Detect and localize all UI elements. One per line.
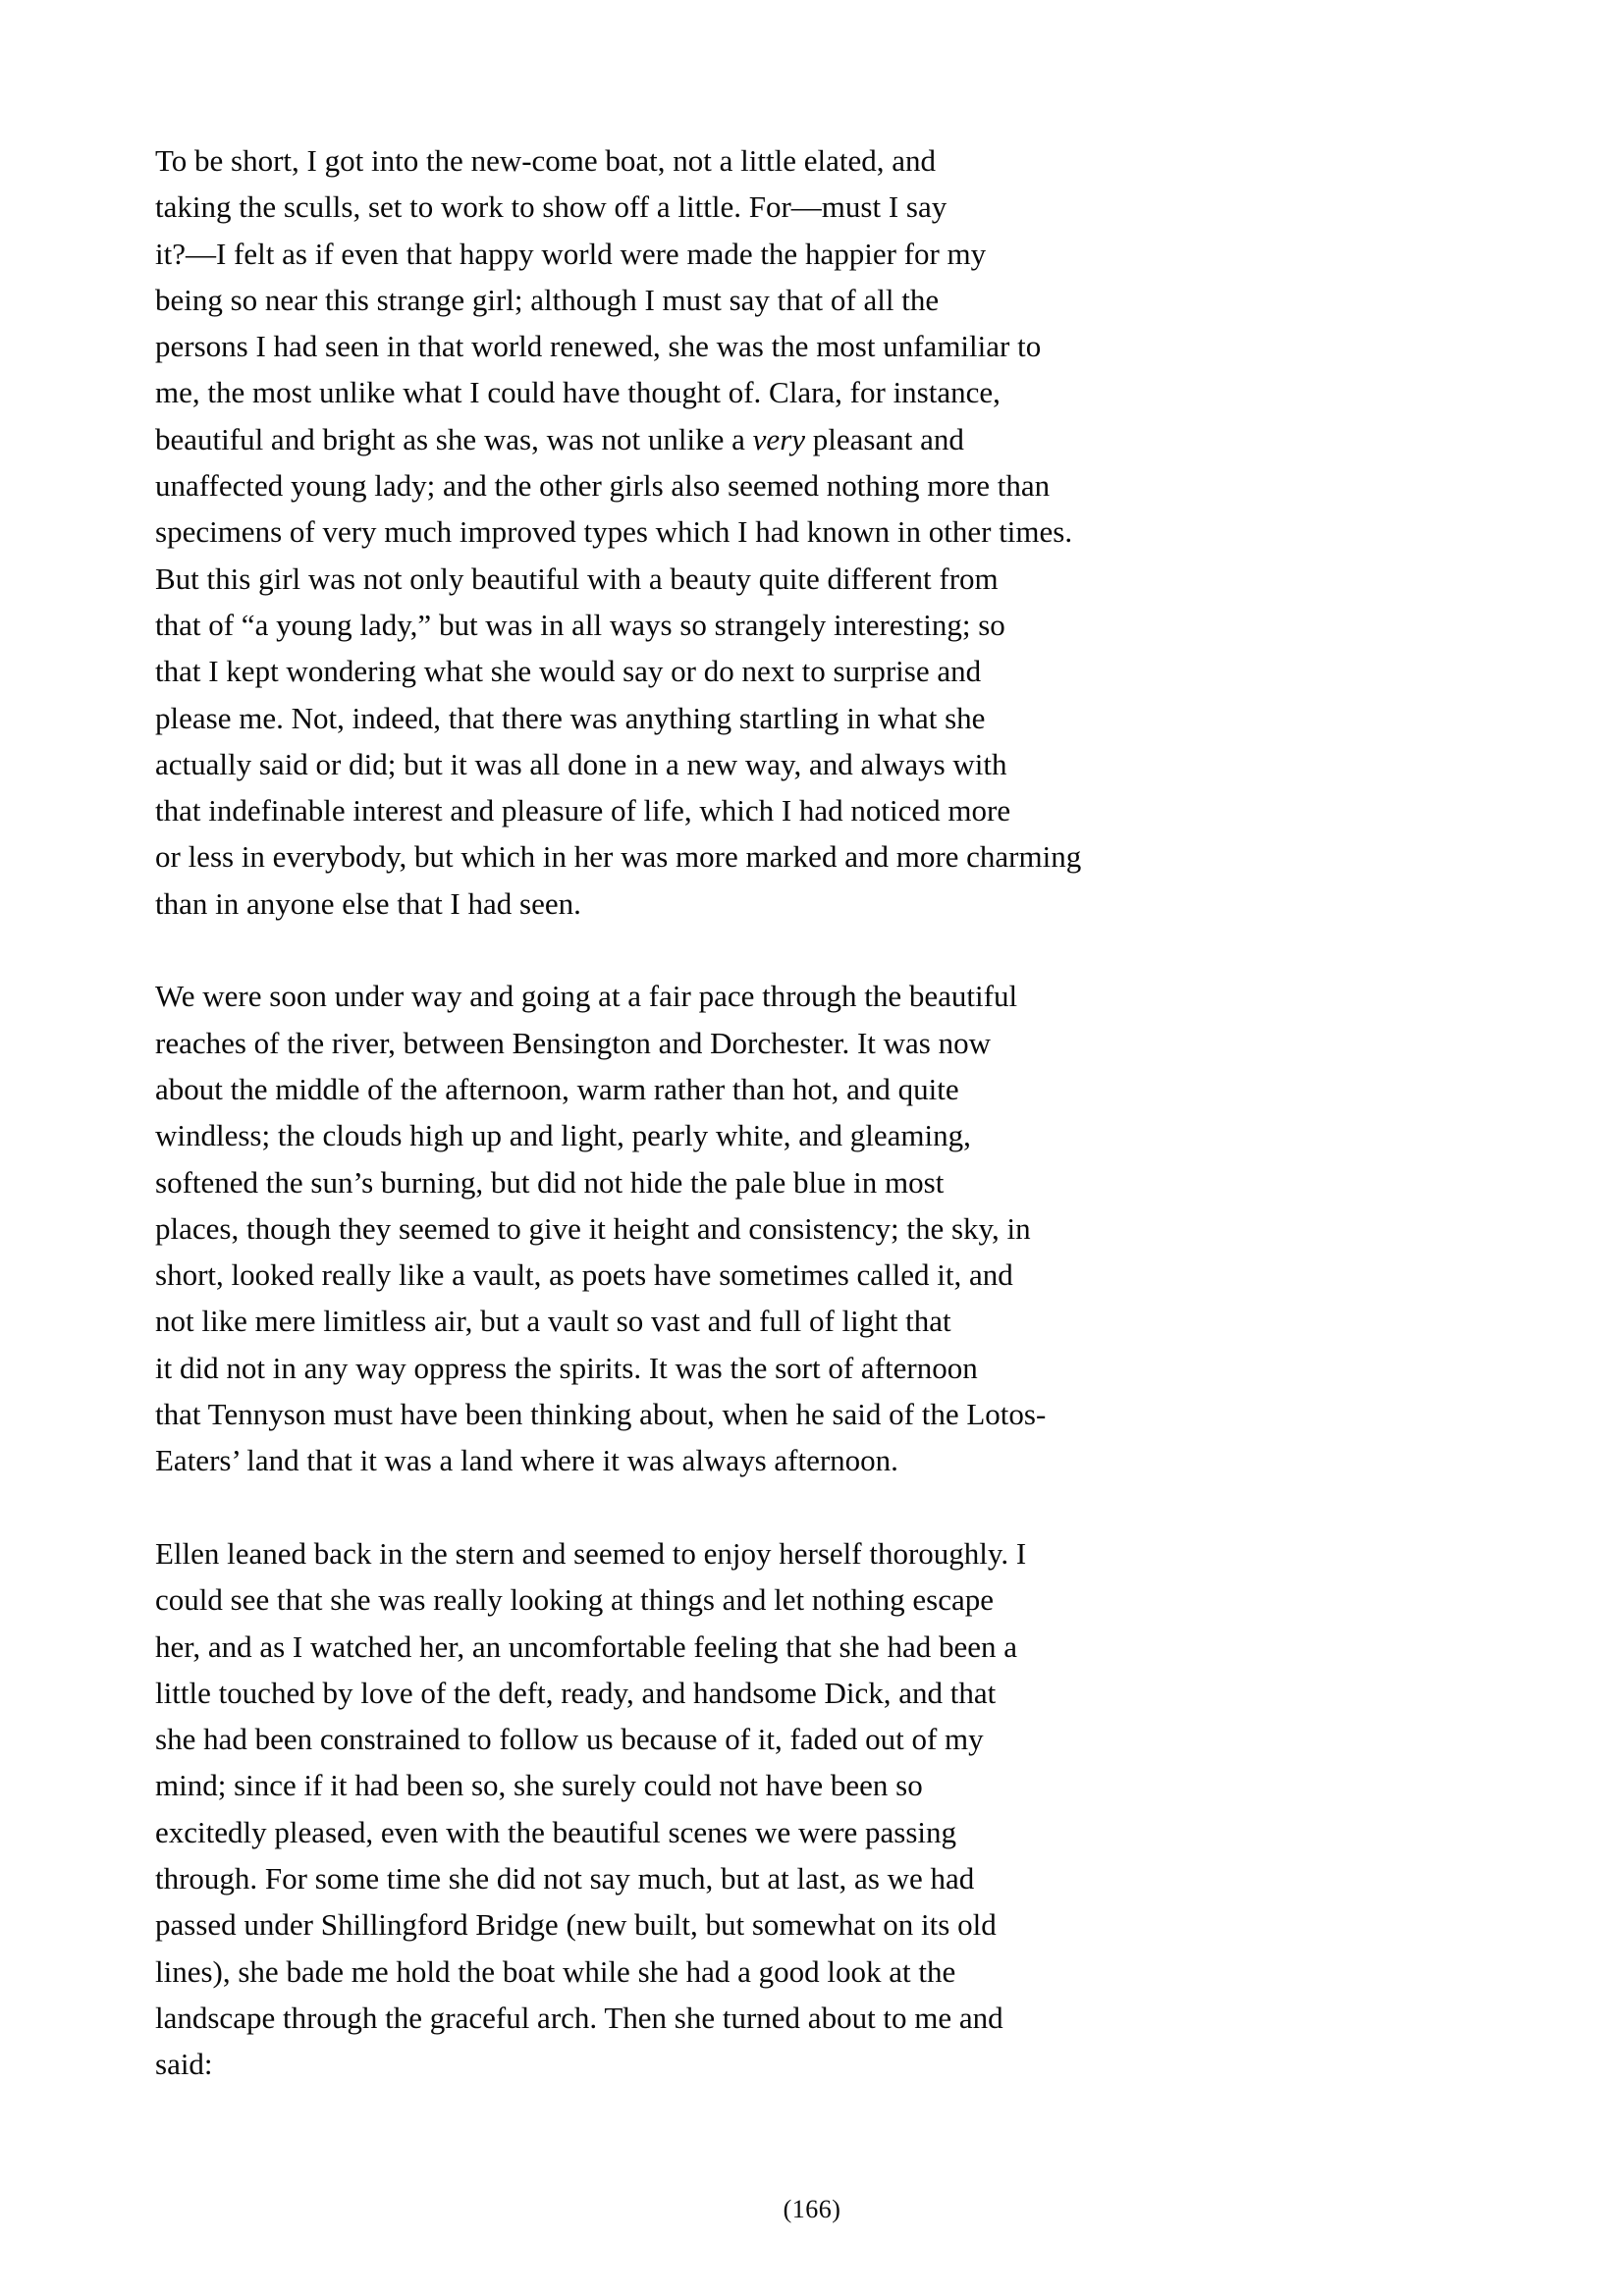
text-segment: pleasant and (805, 421, 964, 456)
text-line: her, and as I watched her, an uncomfortable feeling that she had been a (155, 1629, 1018, 1664)
text-line: Eaters’ land that it was a land where it was always afternoon. (155, 1443, 898, 1478)
text-segment: beautiful and bright as she was, was not unlike a (155, 421, 753, 456)
text-line: Ellen leaned back in the stern and seemed to enjoy herself thoroughly. I (155, 1535, 1027, 1571)
text-line: excitedly pleased, even with the beautiful scenes we were passing (155, 1814, 957, 1849)
text-line: through. For some time she did not say much, but at last, as we had (155, 1860, 975, 1896)
text-line: reaches of the river, between Bensington and Dorchester. It was now (155, 1025, 991, 1060)
text-line: windless; the clouds high up and light, pearly white, and gleaming, (155, 1118, 971, 1153)
emphasized-word: very (752, 421, 806, 456)
text-line: being so near this strange girl; although I must say that of all the (155, 282, 940, 317)
text-line: unaffected young lady; and the other girls also seemed nothing more than (155, 468, 1051, 504)
text-line: short, looked really like a vault, as poets have sometimes called it, and (155, 1257, 1013, 1293)
text-line: But this girl was not only beautiful with a beauty quite different from (155, 561, 999, 596)
text-line: lines), she bade me hold the boat while she had a good look at the (155, 1953, 956, 1989)
text-line: than in anyone else that I had seen. (155, 885, 581, 921)
text-line: passed under Shillingford Bridge (new built, but somewhat on its old (155, 1907, 997, 1943)
text-line: little touched by love of the deft, ready, and handsome Dick, and that (155, 1675, 997, 1710)
text-line: me, the most unlike what I could have thought of. Clara, for instance, (155, 375, 1001, 410)
text-line: actually said or did; but it was all done in a new way, and always with (155, 746, 1007, 781)
text-line (155, 416, 1081, 462)
paragraph-1 (155, 137, 1081, 927)
text-line: it?—I felt as if even that happy world were made the happier for my (155, 236, 987, 271)
text-line: landscape through the graceful arch. Then she turned about to me and (155, 2000, 1003, 2035)
text-line: that indefinable interest and pleasure of life, which I had noticed more (155, 793, 1011, 828)
text-line: about the middle of the afternoon, warm rather than hot, and quite (155, 1071, 959, 1106)
text-line: that of “a young lady,” but was in all ways so strangely interesting; so (155, 607, 1005, 642)
page-number: (166) (783, 2195, 841, 2223)
text-line: said: (155, 2047, 213, 2082)
text-line: that I kept wondering what she would say or do next to surprise and (155, 654, 982, 689)
text-line: persons I had seen in that world renewed, she was the most unfamiliar to (155, 329, 1042, 364)
text-line: mind; since if it had been so, she surely could not have been so (155, 1768, 923, 1803)
body-text (155, 137, 1081, 2087)
paragraph-2 (155, 973, 1081, 1483)
text-line: could see that she was really looking at things and let nothing escape (155, 1582, 994, 1618)
text-line: not like mere limitless air, but a vault so vast and full of light that (155, 1304, 951, 1339)
text-line: please me. Not, indeed, that there was anything startling in what she (155, 700, 986, 735)
text-line: To be short, I got into the new-come boat, not a little elated, and (155, 143, 936, 178)
text-line: places, though they seemed to give it height and consistency; the sky, in (155, 1210, 1031, 1246)
text-line: taking the sculls, set to work to show off a little. For—must I say (155, 189, 947, 225)
text-line: she had been constrained to follow us because of it, faded out of my (155, 1722, 984, 1757)
text-line: that Tennyson must have been thinking about, when he said of the Lotos- (155, 1397, 1047, 1432)
text-line: specimens of very much improved types which I had known in other times. (155, 514, 1073, 550)
text-line: it did not in any way oppress the spirits. It was the sort of afternoon (155, 1350, 978, 1385)
text-line: We were soon under way and going at a fair pace through the beautiful (155, 979, 1018, 1014)
text-line: or less in everybody, but which in her was more marked and more charming (155, 839, 1082, 875)
text-line: softened the sun’s burning, but did not hide the pale blue in most (155, 1164, 945, 1200)
paragraph-3 (155, 1530, 1081, 2088)
